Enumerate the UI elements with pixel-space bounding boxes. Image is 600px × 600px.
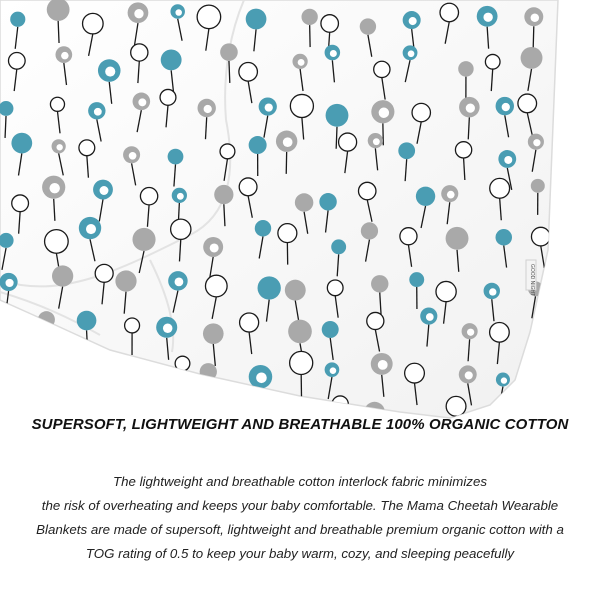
tree-motif bbox=[86, 357, 102, 395]
tree-motif bbox=[48, 360, 66, 400]
svg-text:GOOD NIGHT: GOOD NIGHT bbox=[529, 264, 535, 297]
description-line-4: TOG rating of 0.5 to keep your baby warm, cozy, and sleeping peacefully bbox=[85, 546, 515, 561]
description bbox=[0, 470, 600, 566]
tree-motif bbox=[200, 363, 217, 402]
headline: SUPERSOFT, LIGHTWEIGHT AND BREATHABLE 100% ORGANIC COTTON bbox=[31, 416, 569, 433]
tree-motif bbox=[541, 371, 558, 410]
tree-motif bbox=[14, 323, 35, 366]
description-line-1: The lightweight and breathable cotton interlock fabric minimizes bbox=[113, 474, 487, 489]
tree-motif bbox=[534, 320, 556, 364]
description-line-3: Blankets are made of supersoft, lightweight and breathable premium organic cotton with a bbox=[36, 522, 564, 537]
description-line-2: the risk of overheating and keeps your baby comfortable. The Mama Cheetah Wearable bbox=[41, 498, 559, 513]
tree-motif bbox=[9, 350, 31, 394]
tree-motif bbox=[175, 356, 190, 393]
tree-motif bbox=[121, 356, 140, 397]
tree-motif bbox=[38, 311, 55, 350]
